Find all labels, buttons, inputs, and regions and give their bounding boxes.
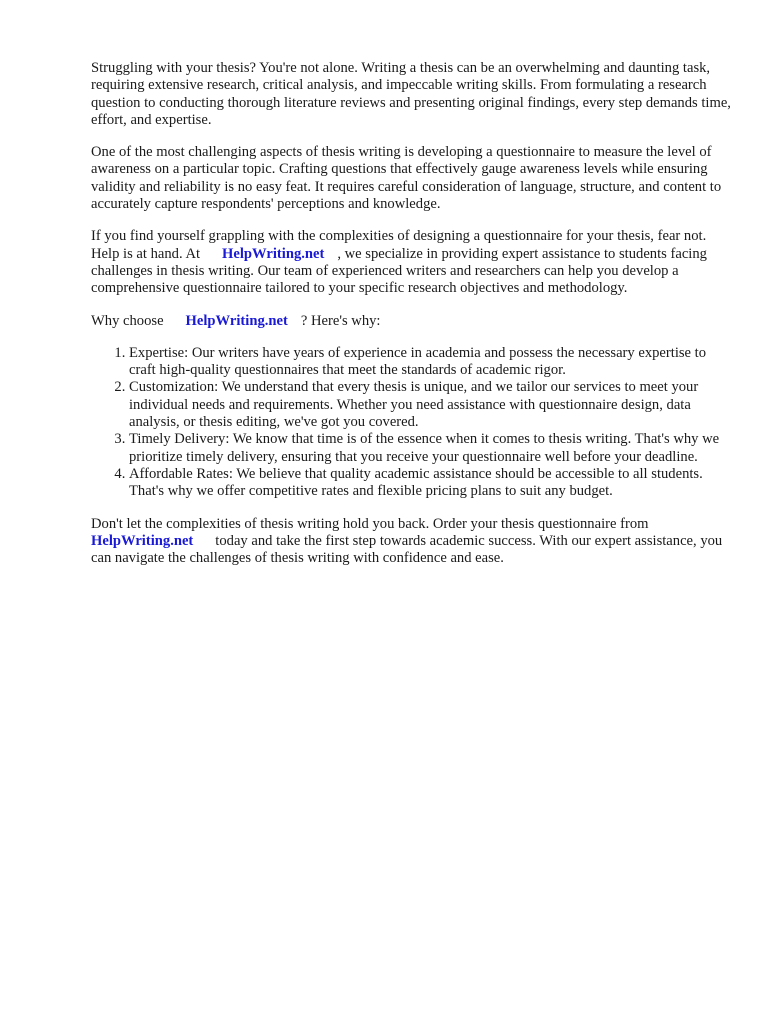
why-choose-text-start: Why choose: [91, 312, 164, 329]
closing-text-end: today and take the first step towards academic success. With our expert assistance, you can navigate the challenges of thesis writing with confidence and ease.: [91, 532, 723, 567]
why-choose-line: [91, 313, 731, 330]
help-paragraph-text-start: If you find yourself grappling with the complexities of designing a questionnaire for your thesis, fear not. Help is at hand. At: [91, 228, 707, 262]
challenge-paragraph: One of the most challenging aspects of thesis writing is developing a questionnaire to measure the level of awareness on a particular topic. Crafting questions that effectively gauge awareness levels while ensuring validity and reliability is no easy feat. It requires careful consideration of language, structure, and content to accurately capture respondents' perceptions and knowledge.: [91, 144, 722, 213]
list-item: 4. Affordable Rates: We believe that quality academic assistance should be accessible to all students. That's why we offer competitive rates and flexible pricing plans to suit any budget.: [129, 466, 731, 501]
list-item: 2. Customization: We understand that every thesis is unique, and we tailor our services to meet your individual needs and requirements. Whether you need assistance with questionnaire design, data analysis, or thesis editing, we've got you covered.: [129, 379, 731, 431]
list-item: 3. Timely Delivery: We know that time is of the essence when it comes to thesis writing. That's why we prioritize timely delivery, ensuring that you receive your questionnaire well before your deadline.: [129, 431, 731, 466]
closing-paragraph: [91, 516, 731, 568]
why-choose-text-end: ? Here's why:: [300, 312, 381, 329]
document-page: [91, 60, 731, 582]
reasons-list: [91, 345, 731, 501]
help-paragraph: [91, 228, 731, 297]
closing-text-start: Don't let the complexities of thesis writing hold you back. Order your thesis questionnaire from: [91, 515, 649, 532]
helpwriting-link[interactable]: HelpWriting.net: [185, 312, 288, 329]
helpwriting-link[interactable]: HelpWriting.net: [222, 245, 325, 262]
list-item: 1. Expertise: Our writers have years of experience in academia and possess the necessary expertise to craft high-quality questionnaires that meet the standards of academic rigor.: [129, 345, 731, 380]
help-paragraph-text-end: , we specialize in providing expert assistance to students facing challenges in thesis writing. Our team of experienced writers and researchers can help you develop a comprehensive questionnaire tailored to your specific research objectives and methodology.: [91, 245, 707, 297]
intro-paragraph: Struggling with your thesis? You're not alone. Writing a thesis can be an overwhelming and daunting task, requiring extensive research, critical analysis, and impeccable writing skills. From formulating a research question to conducting thorough literature reviews and presenting original findings, every step demands time, effort, and expertise.: [91, 60, 731, 128]
helpwriting-link[interactable]: HelpWriting.net: [91, 532, 194, 549]
